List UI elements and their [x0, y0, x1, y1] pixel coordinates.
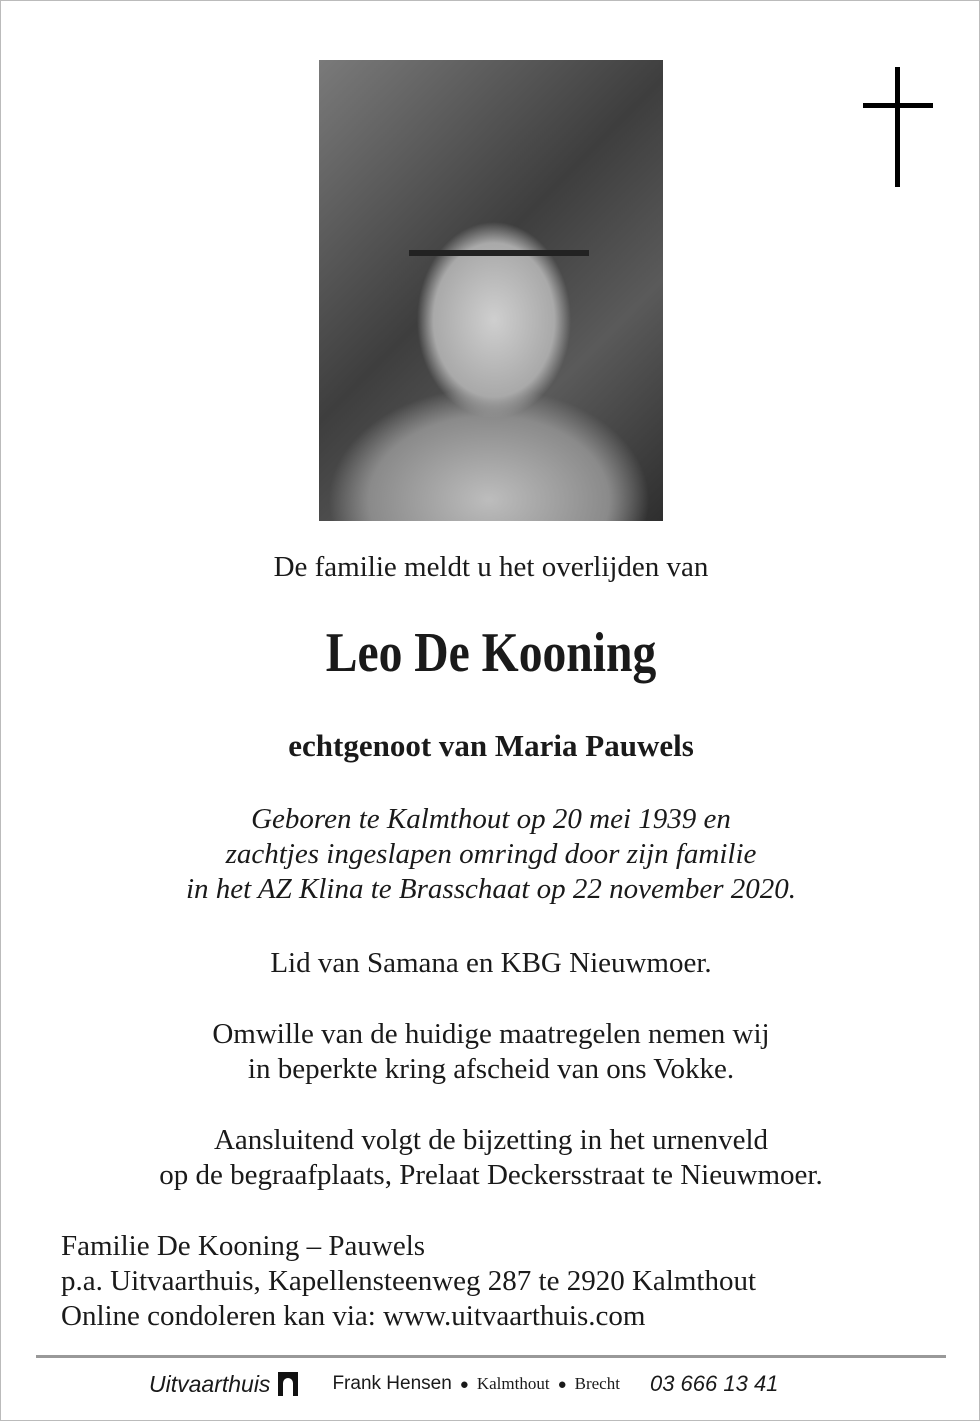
owner-name: Frank Hensen — [332, 1373, 452, 1394]
detail-line: in het AZ Klina te Brasschaat op 22 november 2020. — [185, 873, 797, 905]
arch-logo-icon — [278, 1372, 298, 1396]
address: p.a. Uitvaarthuis, Kapellensteenweg 287 te 2920 Kalmthout — [61, 1265, 757, 1297]
text-line: op de begraafplaats, Prelaat Deckersstraat te Nieuwmoer. — [159, 1159, 823, 1191]
detail-line: zachtjes ingeslapen omringd door zijn familie — [225, 838, 757, 870]
town-brecht: Brecht — [574, 1374, 620, 1393]
intro-text: De familie meldt u het overlijden van — [273, 551, 709, 583]
text-line: Aansluitend volgt de bijzetting in het urnenveld — [213, 1124, 769, 1156]
bullet-icon: ● — [459, 1375, 469, 1393]
divider — [36, 1355, 946, 1358]
brand-name: Uitvaarthuis — [149, 1370, 271, 1397]
funeral-home-footer — [149, 1369, 778, 1399]
family-name: Familie De Kooning – Pauwels — [61, 1230, 426, 1262]
measures-text — [1, 1017, 980, 1087]
glasses-shape — [409, 250, 589, 304]
detail-line: Geboren te Kalmthout op 20 mei 1939 en — [251, 803, 731, 835]
family-signature — [61, 1229, 756, 1334]
burial-text — [1, 1123, 980, 1193]
membership-text: Lid van Samana en KBG Nieuwmoer. — [270, 947, 712, 979]
text-line: in beperkte kring afscheid van ons Vokke. — [247, 1053, 735, 1085]
town-kalmthout: Kalmthout — [476, 1374, 550, 1393]
phone-number: 03 666 13 41 — [649, 1371, 779, 1396]
deceased-name: Leo De Kooning — [325, 622, 657, 684]
birth-death-details — [1, 802, 980, 907]
condolence-link[interactable]: Online condoleren kan via: www.uitvaarthuis.com — [61, 1300, 646, 1332]
text-line: Omwille van de huidige maatregelen nemen wij — [212, 1018, 770, 1050]
cross-icon — [863, 67, 933, 187]
bullet-icon: ● — [557, 1375, 567, 1393]
portrait-photo — [319, 60, 663, 521]
spouse-line: echtgenoot van Maria Pauwels — [288, 728, 694, 763]
